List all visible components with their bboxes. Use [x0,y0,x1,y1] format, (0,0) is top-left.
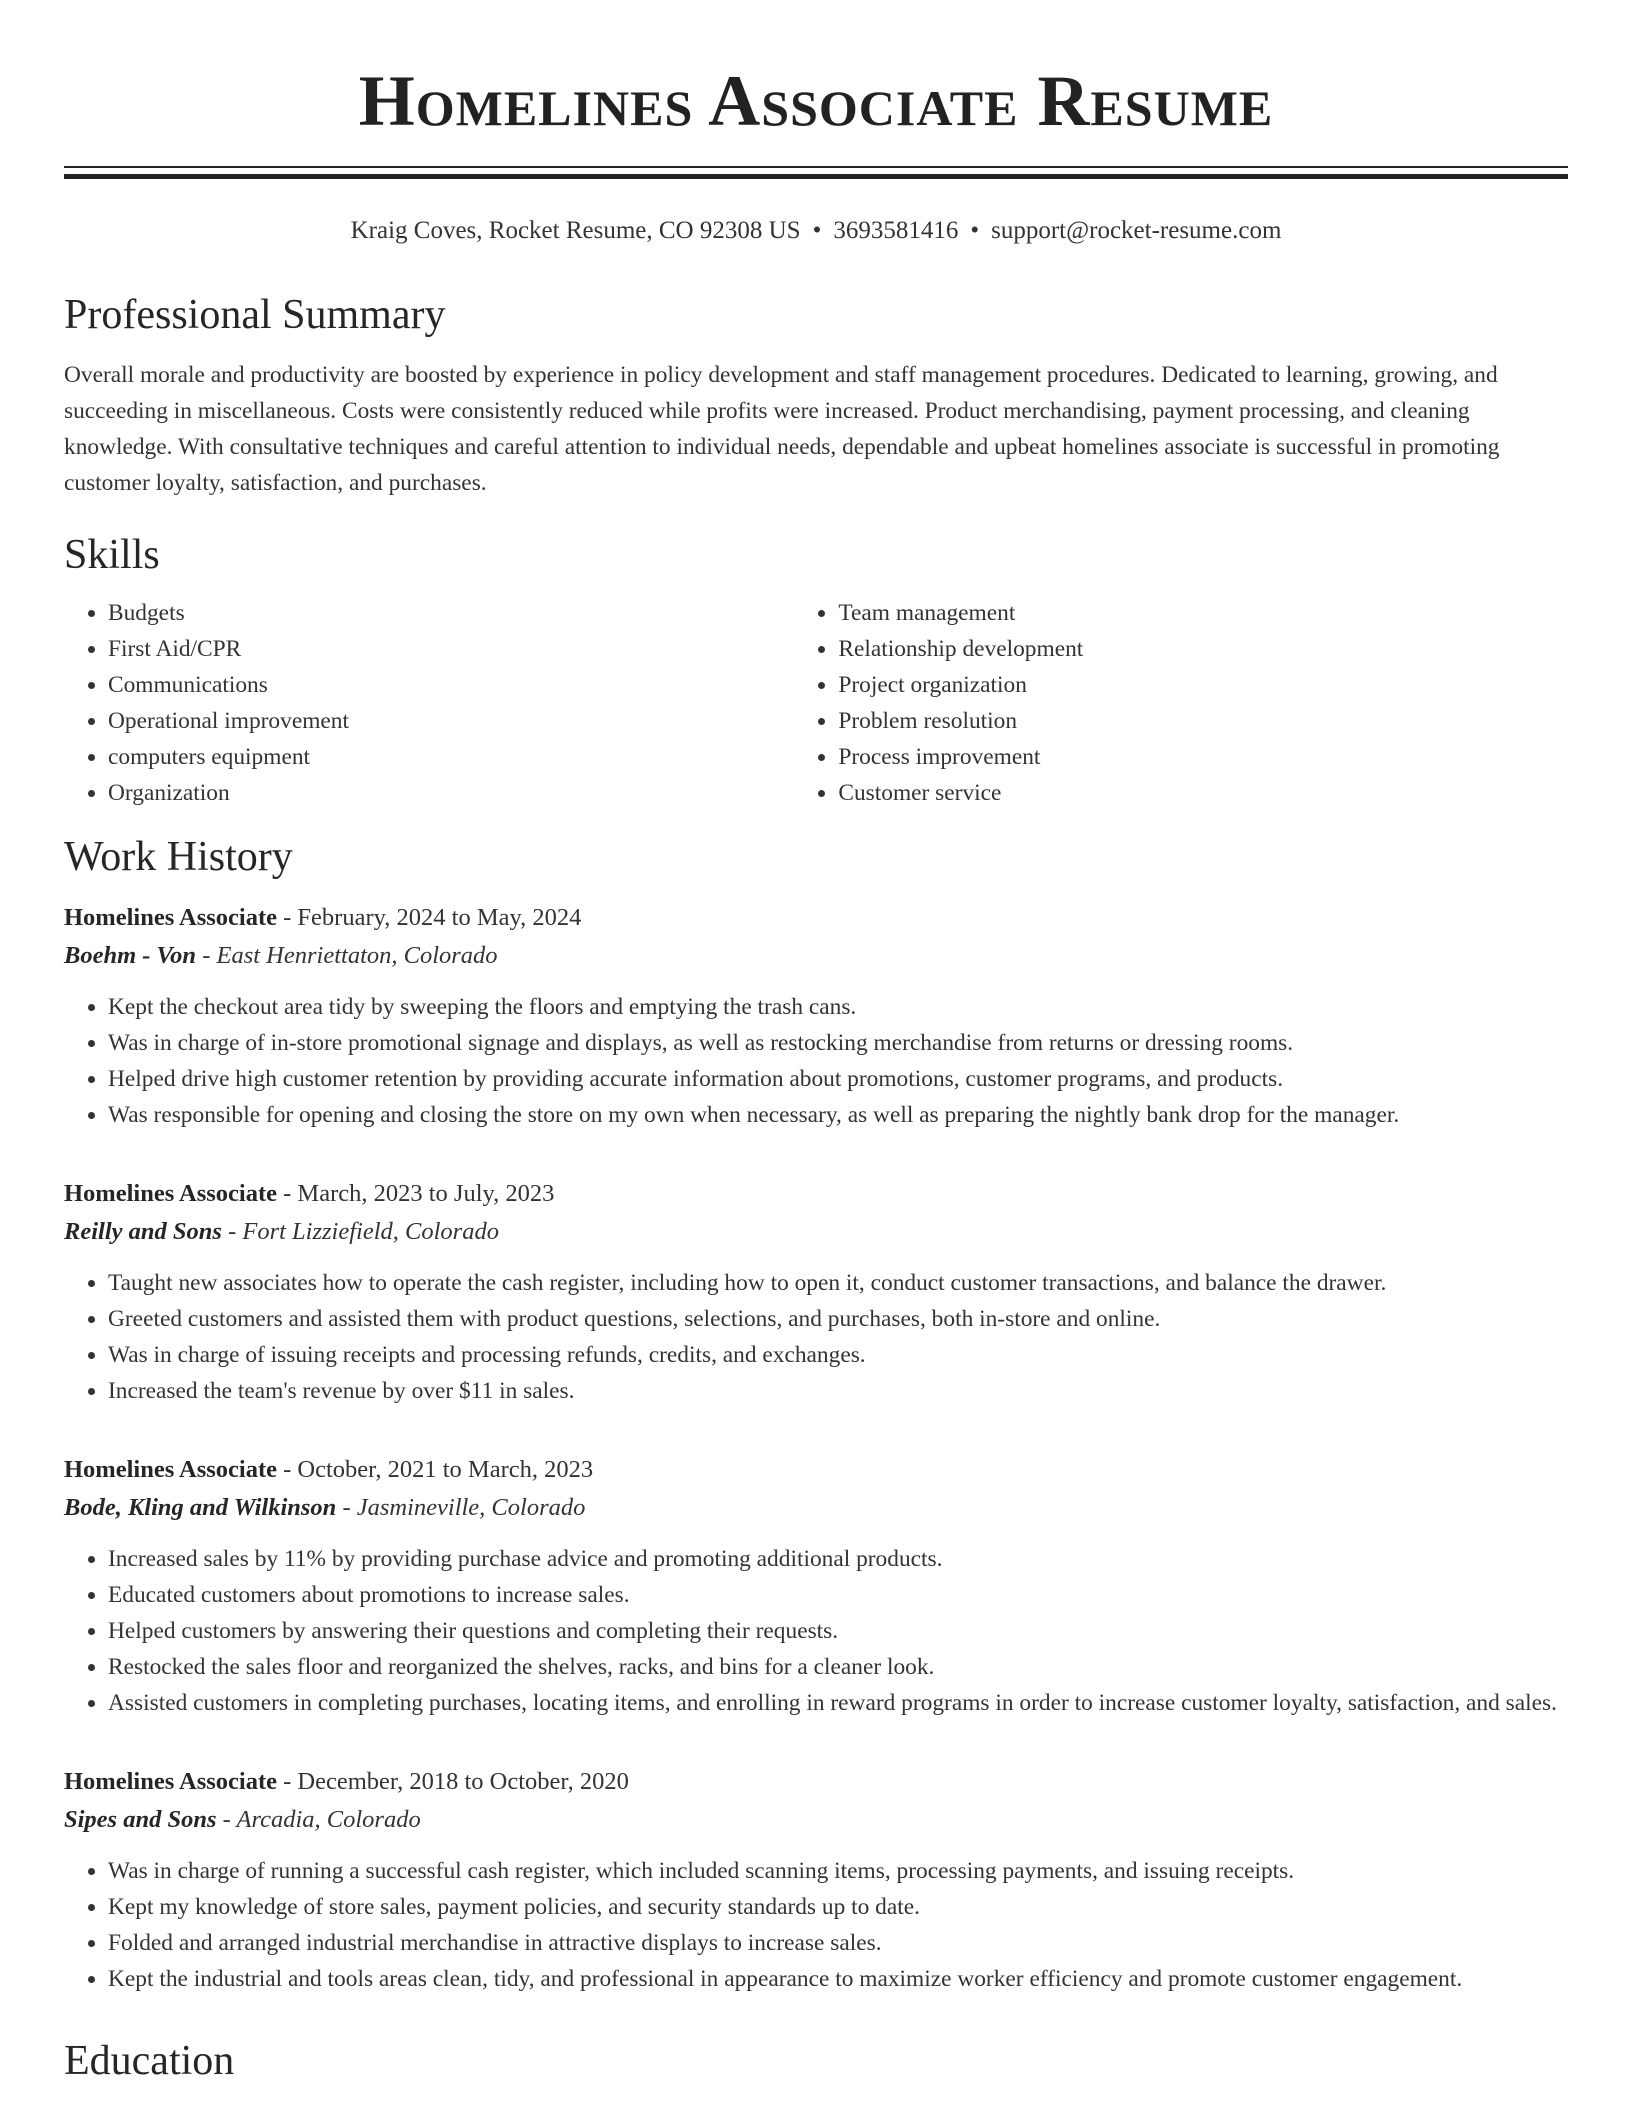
job-company-line: Boehm - Von - East Henriettaton, Colorado [64,942,498,969]
job-company-line: Reilly and Sons - Fort Lizziefield, Colorado [64,1218,499,1245]
job-bullet: • Helped customers by answering their questions and completing their requests. [108,1613,1568,1649]
contact-separator: • [970,217,980,244]
summary-text: Overall morale and productivity are boosted by experience in policy development and staff management procedures. Dedicated to learning, growing, and succeeding in miscellaneous. Costs were consistently reduced while profits were increased. Product merchandising, payment processing, and cleaning knowledge. With consultative techniques and careful attention to individual needs, dependable and upbeat homelines associate is successful in promoting customer loyalty, satisfaction, and purchases. [64,362,1500,496]
job-company: Bode, Kling and Wilkinson [64,1494,337,1521]
skill-item: • computers equipment [108,739,794,775]
skill-item: • Organization [108,775,794,811]
job-dates: December, 2018 to October, 2020 [297,1768,629,1795]
job-bullets [64,1853,1568,1997]
job-bullet: • Restocked the sales floor and reorganized the shelves, racks, and bins for a cleaner look. [108,1649,1568,1685]
work-history-heading: Work History [64,834,293,880]
job-title-line: Homelines Associate - March, 2023 to July, 2023 [64,1180,555,1207]
contact-line [64,215,1568,247]
resume-title: Homelines Associate Resume [358,61,1274,141]
contact-email: support@rocket-resume.com [991,217,1282,244]
job-title: Homelines Associate [64,904,277,931]
job-bullet: • Was responsible for opening and closing the store on my own when necessary, as well as preparing the nightly bank drop for the manager. [108,1097,1568,1133]
job-bullet: • Increased the team's revenue by over $11 in sales. [108,1373,1568,1409]
job-title-line: Homelines Associate - October, 2021 to March, 2023 [64,1456,594,1483]
job-bullets [64,1541,1568,1721]
job-bullet: • Kept the industrial and tools areas clean, tidy, and professional in appearance to maximize worker efficiency and promote customer engagement. [108,1961,1568,1997]
job-bullet: • Educated customers about promotions to increase sales. [108,1577,1568,1613]
summary-heading: Professional Summary [64,292,446,338]
job-bullets [64,1265,1568,1409]
job-bullets [64,989,1568,1133]
contact-separator: • [812,217,822,244]
job-title-line: Homelines Associate - December, 2018 to October, 2020 [64,1768,629,1795]
job-entry [64,1175,1568,1409]
skill-item: • Relationship development [838,631,1568,667]
skill-item: • Problem resolution [838,703,1568,739]
job-bullet: • Folded and arranged industrial merchandise in attractive displays to increase sales. [108,1925,1568,1961]
job-dates: March, 2023 to July, 2023 [297,1180,555,1207]
job-bullet: • Was in charge of running a successful cash register, which included scanning items, processing payments, and issuing receipts. [108,1853,1568,1889]
job-bullet: • Was in charge of in-store promotional signage and displays, as well as restocking merchandise from returns or dressing rooms. [108,1025,1568,1061]
skill-item: • Operational improvement [108,703,794,739]
job-entry [64,1763,1568,1997]
job-dates: October, 2021 to March, 2023 [297,1456,594,1483]
skills-heading: Skills [64,532,160,578]
education-heading: Education [64,2038,235,2084]
skills-list-right [794,595,1568,811]
job-title-line: Homelines Associate - February, 2024 to May, 2024 [64,904,582,931]
job-location: Fort Lizziefield, Colorado [242,1218,499,1245]
title-rule-thick [64,174,1568,179]
job-entry [64,1451,1568,1721]
title-rule-thin [64,166,1568,168]
job-bullet: • Helped drive high customer retention by providing accurate information about promotions, customer programs, and products. [108,1061,1568,1097]
skill-item: • Communications [108,667,794,703]
job-bullet: • Greeted customers and assisted them with product questions, selections, and purchases, both in-store and online. [108,1301,1568,1337]
job-bullet: • Kept my knowledge of store sales, payment policies, and security standards up to date. [108,1889,1568,1925]
skill-item: • Budgets [108,595,794,631]
contact-phone: 3693581416 [833,217,959,244]
skill-item: • First Aid/CPR [108,631,794,667]
skills-columns [64,595,1568,811]
skills-list-left [64,595,794,811]
job-title: Homelines Associate [64,1180,277,1207]
resume-page [64,0,1568,2087]
contact-address: Kraig Coves, Rocket Resume, CO 92308 US [350,217,801,244]
job-company: Boehm - Von [64,942,197,969]
job-company: Reilly and Sons [64,1218,222,1245]
skill-item: • Project organization [838,667,1568,703]
job-company-line: Sipes and Sons - Arcadia, Colorado [64,1806,421,1833]
job-location: East Henriettaton, Colorado [216,942,498,969]
skill-item: • Team management [838,595,1568,631]
job-bullet: • Kept the checkout area tidy by sweeping the floors and emptying the trash cans. [108,989,1568,1025]
job-bullet: • Increased sales by 11% by providing purchase advice and promoting additional products. [108,1541,1568,1577]
job-bullet: • Assisted customers in completing purchases, locating items, and enrolling in reward programs in order to increase customer loyalty, satisfaction, and sales. [108,1685,1568,1721]
skill-item: • Process improvement [838,739,1568,775]
job-entry [64,899,1568,1133]
job-location: Jasmineville, Colorado [356,1494,586,1521]
job-bullet: • Taught new associates how to operate the cash register, including how to open it, conduct customer transactions, and balance the drawer. [108,1265,1568,1301]
skill-item: • Customer service [838,775,1568,811]
job-company-line: Bode, Kling and Wilkinson - Jasmineville, Colorado [64,1494,586,1521]
job-bullet: • Was in charge of issuing receipts and processing refunds, credits, and exchanges. [108,1337,1568,1373]
job-dates: February, 2024 to May, 2024 [297,904,582,931]
job-title: Homelines Associate [64,1456,277,1483]
job-company: Sipes and Sons [64,1806,217,1833]
job-location: Arcadia, Colorado [236,1806,421,1833]
job-title: Homelines Associate [64,1768,277,1795]
